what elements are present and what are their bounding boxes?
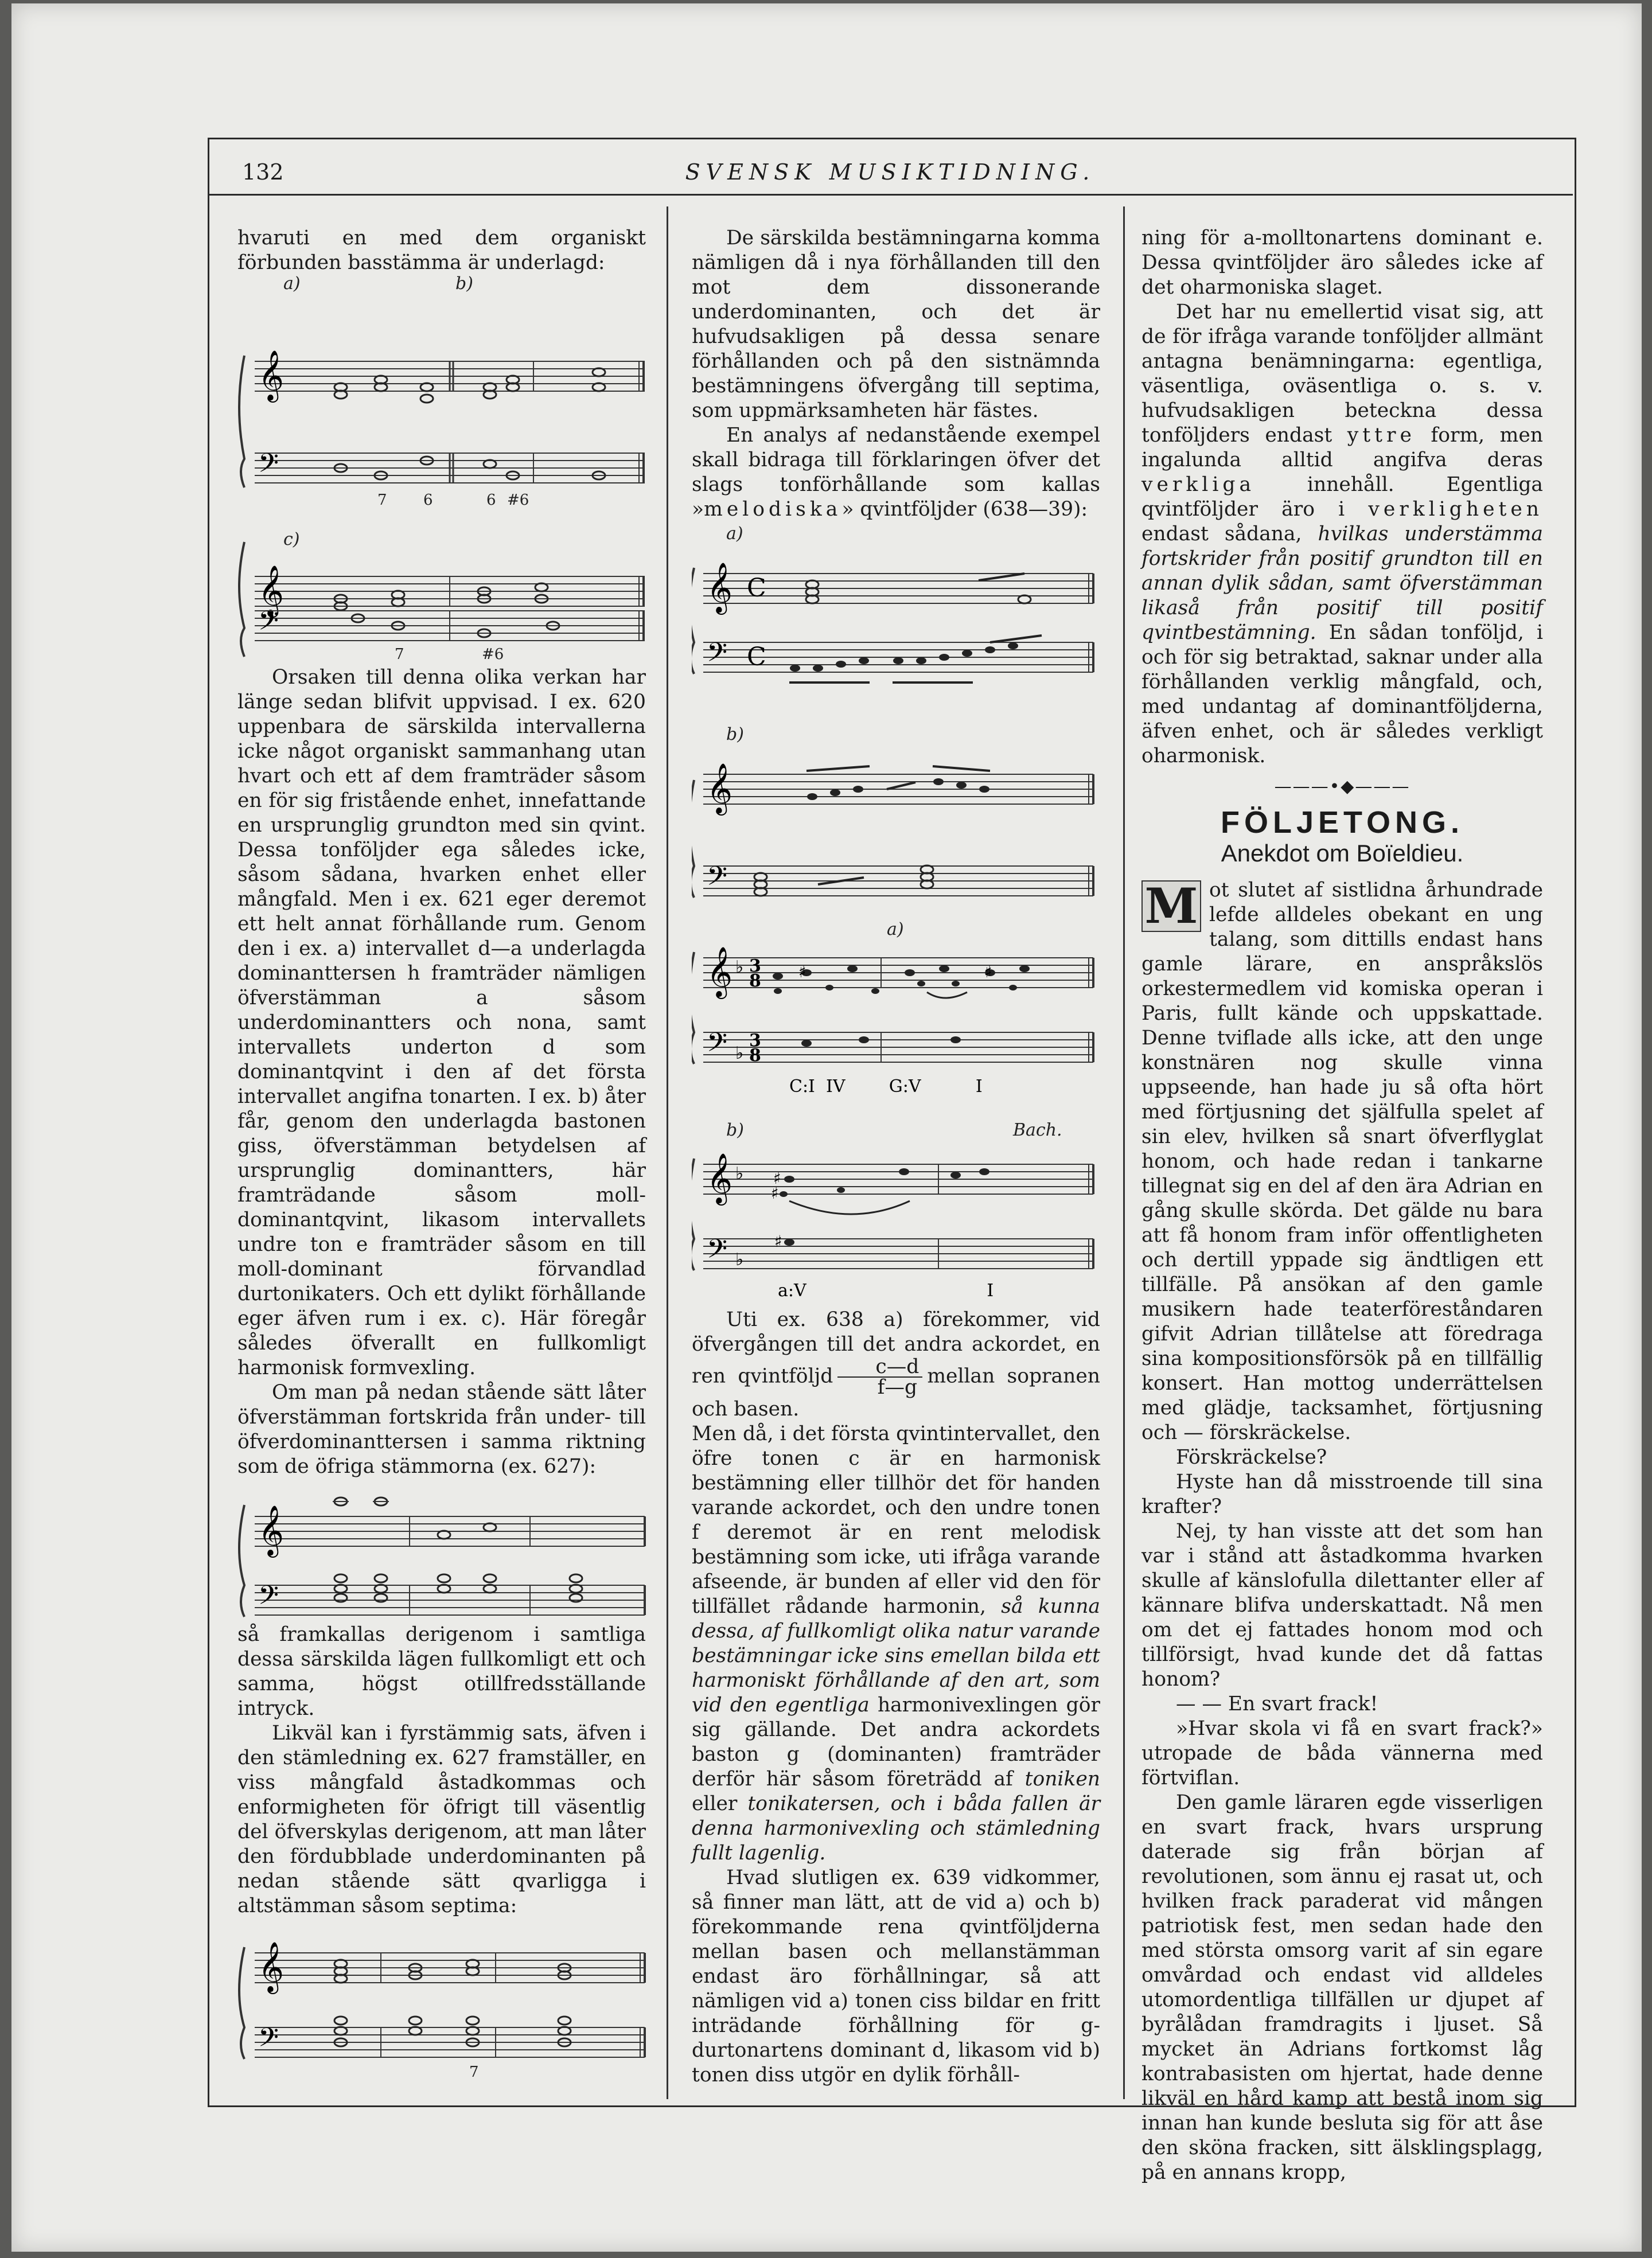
svg-text:𝄞: 𝄞	[258, 1941, 284, 1992]
svg-text:𝄢: 𝄢	[258, 1580, 279, 1617]
ex639-ts-num-2: 3	[749, 1031, 761, 1051]
col2-para-2-a: En analys af nedanstående exempel skall bidraga till förklaringen öfver det slags tonförhållande som kallas »	[692, 424, 1100, 521]
svg-text:𝄞: 𝄞	[707, 762, 733, 813]
col2-para-4-a: Men då, i det första qvintintervallet, den öfre tonen c är en harmonisk bestämning eller tillhör det för handen varande ackordet, och den undre tonen f deremot är en rent melodisk bestämning som icke, uti ifråga varande afseende, är bunden af eller vid den för tillfället rådande harmonin,	[692, 1422, 1100, 1618]
col3-verkligheten: verkligheten	[1368, 498, 1543, 521]
svg-text:♭: ♭	[735, 1043, 744, 1063]
svg-text:♭: ♭	[735, 1250, 744, 1270]
svg-text:𝄢: 𝄢	[707, 861, 728, 898]
figured-bass-6b: 6	[486, 492, 496, 509]
music-example-624	[237, 275, 646, 665]
svg-text:♯: ♯	[798, 962, 806, 981]
ex639-ts-den-1: 8	[749, 971, 761, 991]
col2-para-4-italic2: toniken	[1024, 1768, 1101, 1791]
fraction-bottom: f—g	[877, 1376, 918, 1399]
svg-text:𝄞: 𝄞	[707, 946, 733, 997]
feuilleton-subtitle: Anekdot om Boïeldieu.	[1221, 840, 1464, 867]
col1-para-2: Orsaken till denna olika verkan har länge sedan blifvit uppvisad. I ex. 620 uppenbara de särskilda intervallerna icke något organiskt sammanhang utan hvart och ett af dem framträder såsom en för sig fristående enhet, innefattande en ursprunglig grundton med sin qvint. Dessa tonföljder ega således icke, såsom sådana, hvarken enhet eller mångfald. Men i ex. 621 eger deremot ett helt annat förhållande rum. Genom den i ex. a) intervallet d—a underlagda dominanttersen h framträder nämligen öfverstämman a såsom underdominantters och nona, samt intervallets underton d som dominantqvint i den af det första intervallet angifna tonarten. I ex. b) åter får, genom den underlagda bastonen giss, öfverstämman betydelsen af ursprunglig dominantters, här framträdande såsom moll-dominantqvint, likasom intervallets undre ton e framträder såsom en till moll-dominant förvandlad durtonikaters. Och ett dylikt förhållande eger äfven rum i ex. c). Här föregår således öfverallt en fullkomligt harmonisk formvexling.	[237, 666, 646, 1379]
figured-bass-7c: 7	[395, 646, 404, 663]
staff-treble-1	[255, 349, 645, 403]
svg-text:𝄞: 𝄞	[258, 564, 284, 615]
ex639-attribution: Bach.	[1013, 1120, 1062, 1140]
music-example-639	[692, 918, 1100, 1308]
column-3	[1141, 226, 1543, 2185]
time-sig-c-2: C	[747, 642, 766, 672]
svg-text:𝄢: 𝄢	[707, 1234, 728, 1271]
ex639-analysis-a: C:I IV G:V I	[789, 1077, 983, 1097]
figured-bass-6: 6	[423, 492, 433, 509]
col2-para-2-b: » qvintföljder (638—39):	[841, 498, 1088, 521]
svg-text:𝄞: 𝄞	[258, 349, 284, 400]
column-rule-1	[667, 206, 668, 2099]
svg-text:𝄢: 𝄢	[258, 2022, 279, 2060]
svg-text:♯: ♯	[984, 962, 992, 981]
ex639-analysis-b: a:V I	[778, 1281, 994, 1301]
story-para-1	[1141, 878, 1543, 1445]
col2-para-1: De särskilda bestämningarna komma nämligen då i nya förhållanden till den mot dem dissonerande underdominanten, och det är hufvudsakligen på dessa senare förhållanden och på den sistnämnda bestämningens öfvergång till septima, som uppmärksamheten här fästes.	[692, 227, 1100, 422]
column-rule-2	[1123, 206, 1125, 2099]
story-para-7: Den gamle läraren egde visserligen en svart frack, hvars ursprung daterade sig från början af revolutionen, som ännu ej rasat ut, och hvilken frack paraderat vid mången patriotisk fest, men sedan hade den med största omsorg varit af sin egare omvårdad och endast vid alldeles utomordentliga tillfällen ur djupet af byrålådan framdragits i ljuset. Så mycket än Adrians fortkomst låg kontrabasisten om hjertat, hade denne likväl en hård kamp att bestå inom sig innan han kunde besluta sig för att åse den sköna fracken, sitt älsklingsplagg, på en annans kropp,	[1141, 1791, 1543, 2184]
column-1	[237, 226, 646, 2085]
header-rule	[208, 194, 1573, 196]
fraction-quint	[837, 1357, 922, 1397]
running-header	[208, 154, 1573, 188]
col3-para-2-b: form, men ingalunda alltid angifva deras	[1141, 424, 1544, 471]
fraction-top: c—d	[837, 1357, 922, 1378]
svg-text:𝄞: 𝄞	[258, 1504, 284, 1555]
col2-para-2	[692, 423, 1100, 522]
music-example-628	[237, 1918, 646, 2085]
figured-bass-sharp6: #6	[507, 492, 529, 509]
ex639-label-b: b)	[726, 1120, 744, 1140]
ex639-label-a: a)	[887, 919, 904, 939]
svg-text:𝄞: 𝄞	[707, 1152, 733, 1203]
svg-text:♯: ♯	[771, 1184, 779, 1203]
story-para-6: »Hvar skola vi få en svart frack?» utropade de båda vännerna med förtviflan.	[1141, 1717, 1543, 1789]
example-label-c: c)	[283, 529, 300, 549]
story-para-1-text: ot slutet af sistlidna århundrade lefde alldeles obekant en ung talang, som dittills endast hans gamle lärare, en anspråkslös orkestermedlem vid komiska operan i Paris, fullt kände och uppskattade. Denne tviflade alls icke, att den unge konstnären nog skulle vinna uppseende, han hade ju så ofta hört med förtjusning det själfulla spelet af sin elev, hvilken så snart öfverflyglat honom, och hade redan i tankarne tillegnat sig en del af den ära Adrian en gång skulle skörda. Det gälde nu bara att få honom fram inför offentligheten och dertill yppade sig ändtligen ett tillfälle. På ansökan af den gamle musikern hade teaterföreståndaren gifvit Adrian tillåtelse att föredraga sina kompositionsförsök på en tillfällig konsert. Han mottog underrättelsen med glädje, tacksamhet, förtjusning och — förskräckelse.	[1141, 879, 1543, 1444]
col1-para-1: hvaruti en med dem organiskt förbunden basstämma är underlagd:	[237, 227, 646, 274]
svg-text:𝄢: 𝄢	[258, 606, 279, 643]
time-sig-c-1: C	[747, 574, 766, 603]
section-ornament: ———•◆———	[1274, 777, 1411, 797]
col1-para-4: så framkallas derigenom i samtliga dessa särskilda lägen fullkomligt ett och samma, högst otillfredsställande intryck.	[237, 1623, 646, 1720]
ex638-label-a: a)	[726, 524, 743, 544]
svg-text:𝄢: 𝄢	[707, 1027, 728, 1064]
col2-para-4-c: eller	[692, 1792, 738, 1815]
svg-text:♭: ♭	[735, 957, 744, 977]
col2-para-3	[692, 1308, 1100, 1422]
story-para-3: Hyste han då misstroende till sina krafter?	[1141, 1471, 1543, 1518]
story-para-5: — — En svart frack!	[1176, 1692, 1378, 1715]
col3-para-2-italic: hvilkas understämma fortskrider från positif grundton till en annan dylik sådan, samt öfverstämman likaså från positif till positif qvintbestämning.	[1141, 522, 1543, 644]
svg-text:♯: ♯	[773, 1169, 781, 1188]
col2-melodiska: melodiska	[704, 498, 842, 521]
page-number: 132	[242, 159, 284, 185]
column-2	[692, 226, 1100, 2088]
col2-para-4-b: harmonivexlingen gör sig gällande. Det andra ackordets baston g (dominanten) framträder derför här såsom företrädd af	[692, 1694, 1100, 1791]
example-label-a: a)	[283, 275, 301, 294]
col3-para-2-c: innehåll. Egentliga qvintföljder äro i	[1141, 473, 1544, 521]
ex639-ts-den-2: 8	[749, 1046, 761, 1066]
col2-para-3-a: Uti ex. 638 a) förekommer, vid öfvergången till det andra ackordet, en ren qvintföljd	[692, 1308, 1100, 1388]
svg-text:𝄢: 𝄢	[258, 448, 279, 485]
figured-bass-sharp6c: #6	[482, 646, 504, 663]
staff-treble-2	[255, 564, 645, 618]
col2-para-4-italic: så kunna dessa, af fullkomligt olika natur varande bestämningar icke sins emellan bilda ett harmoniskt förhållande af den art, som vid den egentliga	[692, 1595, 1100, 1717]
svg-text:♭: ♭	[735, 1164, 744, 1184]
staff-bass-2	[239, 542, 645, 663]
svg-text:♯: ♯	[774, 1232, 782, 1251]
col3-verkliga: verkliga	[1141, 473, 1256, 496]
journal-title: SVENSK MUSIKTIDNING.	[685, 159, 1096, 185]
story-para-4: Nej, ty han visste att det som han var i stånd att åstadkomma hvarken skulle af känslofulla dilettanter eller af kännare blifva underskattadt. Nå men om det ej fattades honom mod och tillförsigt, hvad kunde det då fattas honom?	[1141, 1520, 1543, 1691]
col3-para-1: ning för a-molltonartens dominant e. Dessa qvintföljder äro således icke af det oharmoniska slaget.	[1141, 227, 1543, 299]
col3-para-2	[1141, 300, 1543, 769]
svg-text:𝄢: 𝄢	[707, 637, 728, 674]
col3-para-2-e: En sådan tonföljd, i och för sig betraktad, saknar under alla förhållanden verklig mångfald, och, med undantag af dominantföljderna, äfven enhet, och är således verkligt oharmonisk.	[1141, 621, 1543, 767]
col1-para-3: Om man på nedan stående sätt låter öfverstämman fortskrida från under- till öfverdominanttersen i samma riktning som de öfriga stämmorna (ex. 627):	[237, 1381, 646, 1478]
music-example-627	[237, 1479, 646, 1623]
feuilleton-title: FÖLJETONG.	[1220, 805, 1464, 840]
story-para-2: Förskräckelse?	[1176, 1446, 1327, 1469]
figured-bass-7-628: 7	[469, 2064, 479, 2081]
svg-text:𝄞: 𝄞	[707, 561, 733, 613]
col3-para-2-a: Det har nu emellertid visat sig, att de för ifråga varande tonföljder allmänt antagna benämningarna: egentliga, väsentliga, oväsentliga o. s. v. hufvudsakligen beteckna dessa tonföljders endast	[1141, 301, 1543, 447]
staff-bass-1	[239, 356, 645, 509]
col3-para-2-d: endast sådana,	[1141, 522, 1302, 545]
col2-para-4-italic3: tonikatersen, och i båda fallen är denna harmonivexling och stämledning fullt lagenlig.	[692, 1792, 1101, 1865]
music-example-638	[692, 522, 1100, 918]
ex639-ts-num-1: 3	[749, 956, 761, 976]
col3-yttre: yttre	[1347, 424, 1416, 447]
col2-para-4	[692, 1422, 1100, 1866]
example-label-b: b)	[455, 275, 473, 294]
ex638-label-b: b)	[726, 724, 744, 744]
figured-bass-7: 7	[377, 492, 387, 509]
col2-para-3-b: mellan sopranen och basen.	[692, 1364, 1100, 1421]
drop-cap: M	[1141, 880, 1201, 932]
col2-para-5: Hvad slutligen ex. 639 vidkommer, så finner man lätt, att de vid a) och b) förekommande rena qvintföljderna mellan basen och mellanstämman endast äro förhållningar, så att nämligen vid a) tonen ciss bildar en fritt inträdande förhållning för g-durtonartens dominant d, likasom vid b) tonen diss utgör en dylik förhåll-	[692, 1866, 1100, 2087]
col1-para-5: Likväl kan i fyrstämmig sats, äfven i den stämledning ex. 627 framställer, en viss mångfald åstadkommas och enformigheten för öfrigt till väsentlig del öfverskylas derigenom, att man låter den fördubblade underdominanten på nedan stående sätt qvarligga i altstämman såsom septima:	[237, 1722, 646, 1917]
